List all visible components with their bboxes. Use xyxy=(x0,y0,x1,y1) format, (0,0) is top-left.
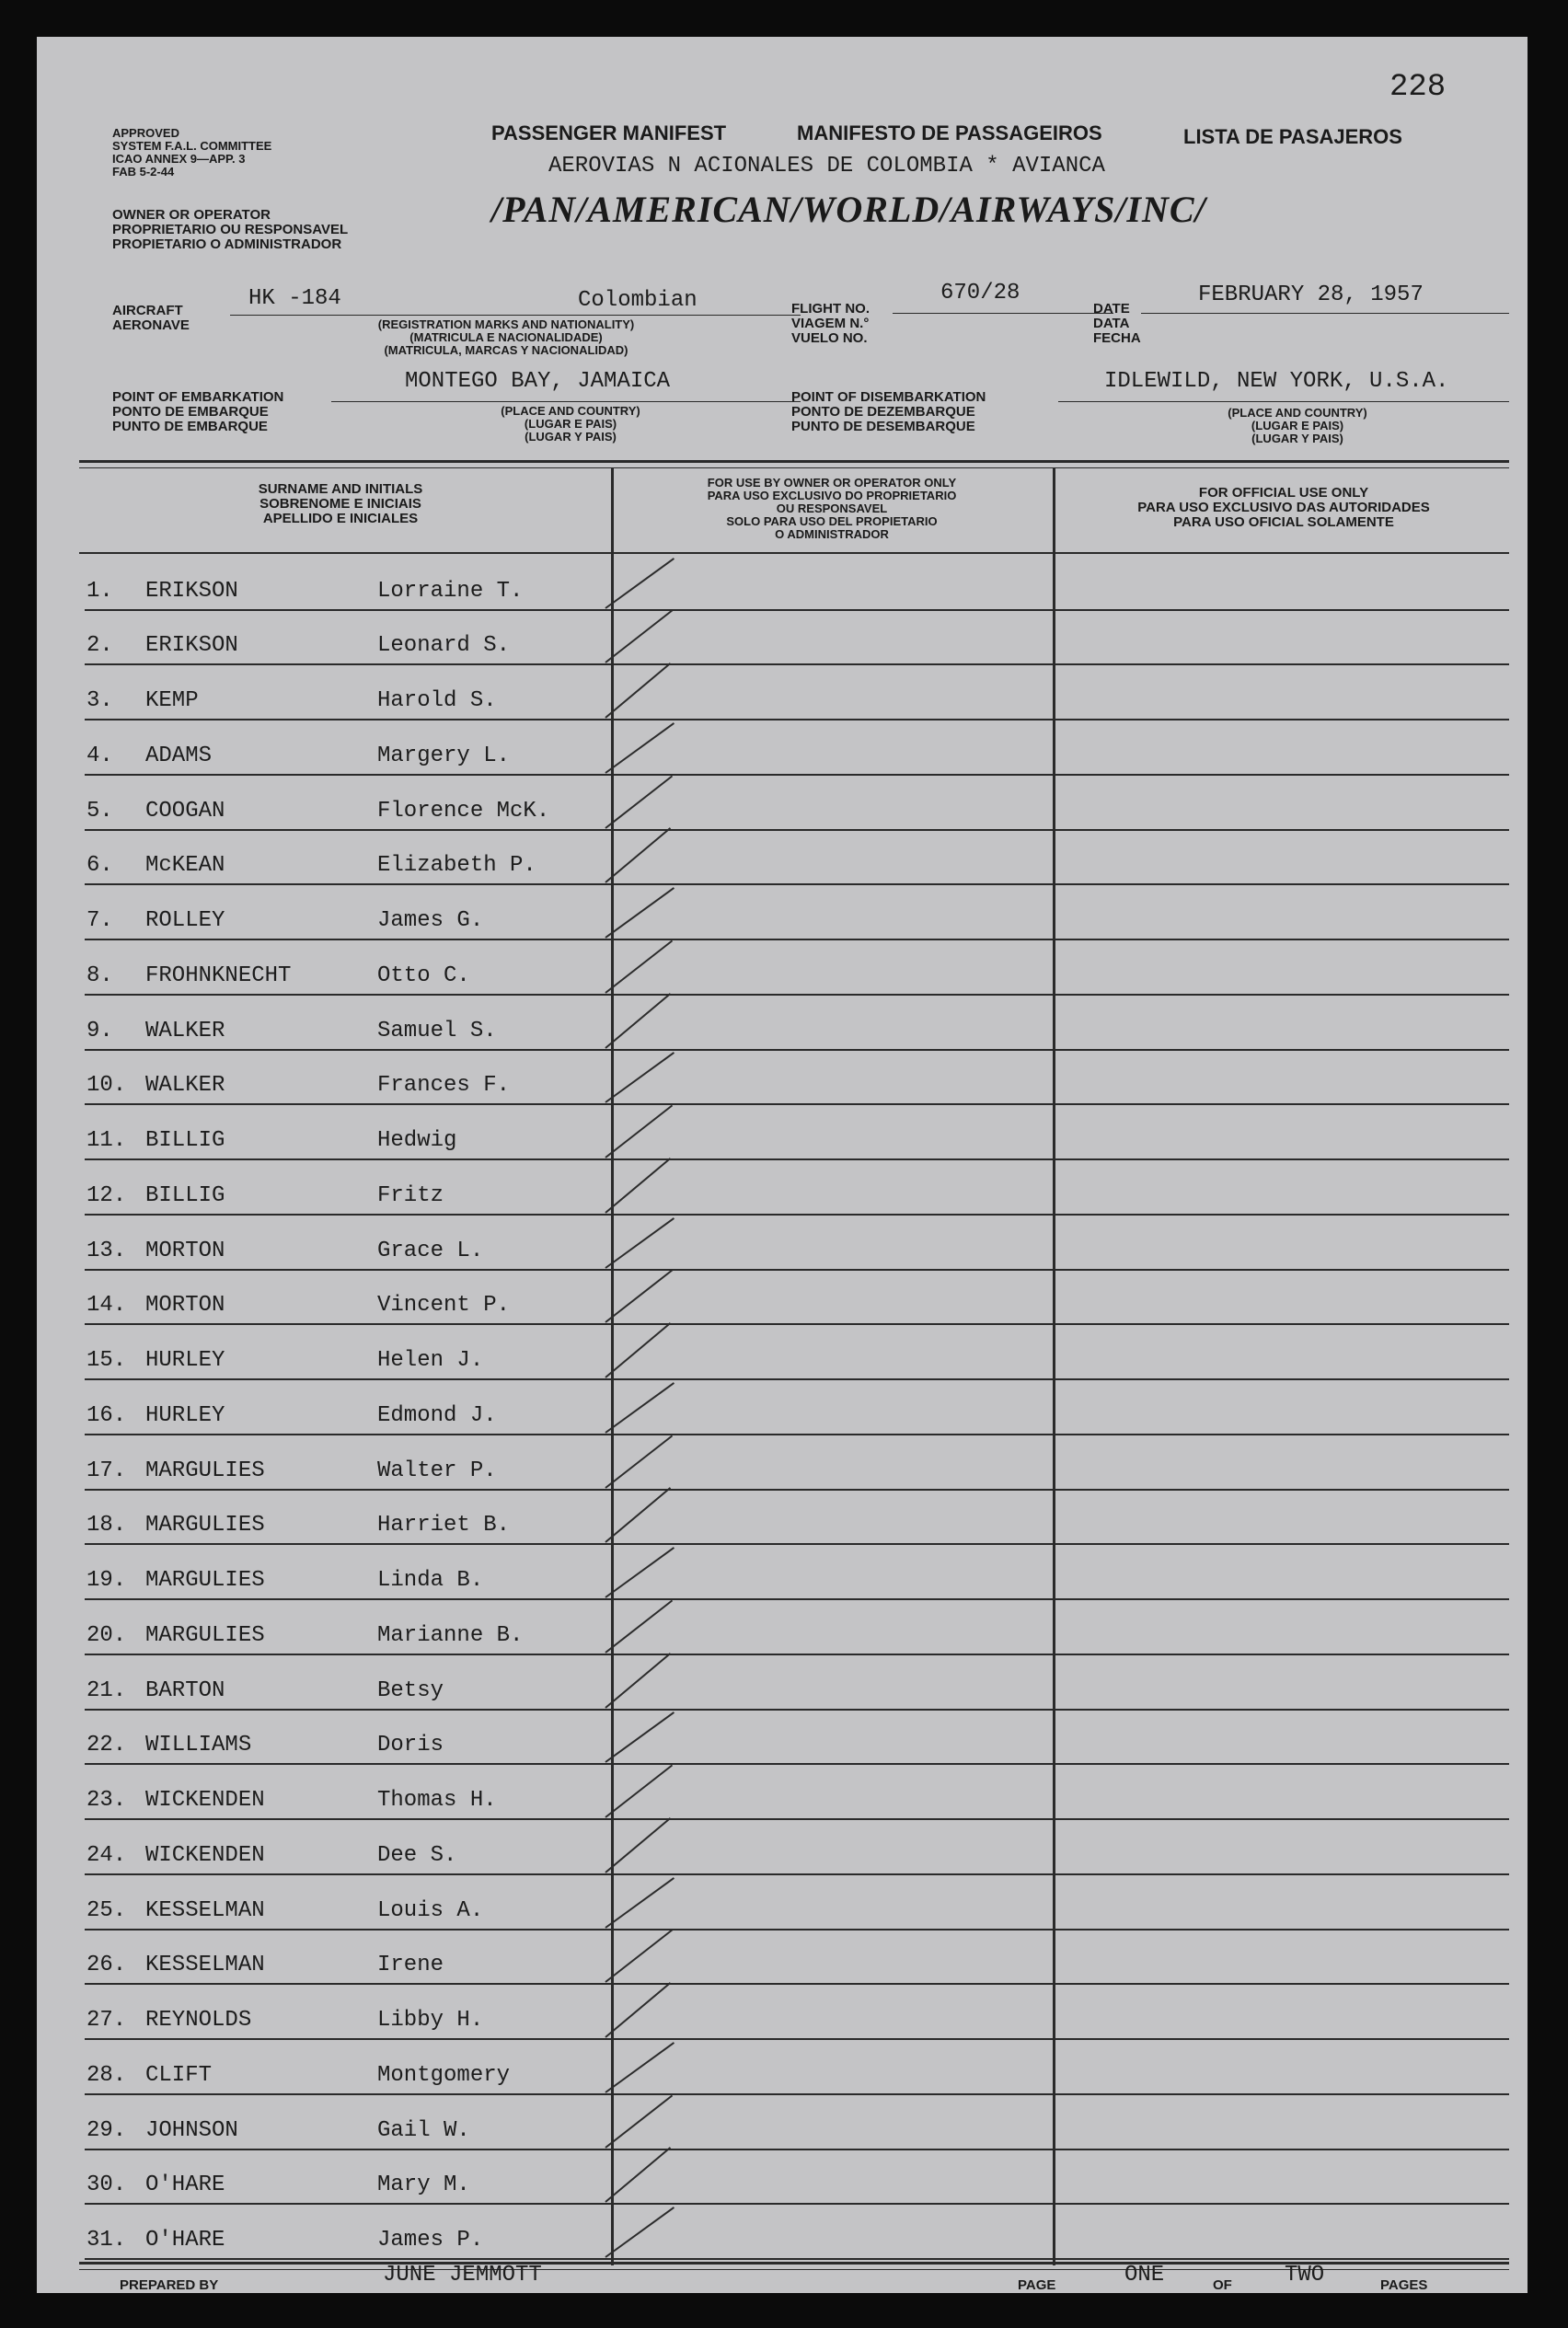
check-mark xyxy=(605,828,671,884)
table-row xyxy=(37,558,1528,613)
date-labels: DATE DATA FECHA xyxy=(1093,301,1141,346)
passenger-given-name: Montgomery xyxy=(377,2062,511,2088)
passenger-given-name: James G. xyxy=(377,908,484,934)
passenger-given-name: Vincent P. xyxy=(377,1293,511,1319)
table-row xyxy=(37,887,1528,942)
table-top-rule-thin xyxy=(79,467,1509,468)
disembarkation-value: IDLEWILD, NEW YORK, U.S.A. xyxy=(1104,369,1449,394)
page-value: ONE xyxy=(1124,2263,1165,2288)
row-number: 1. xyxy=(86,578,113,604)
aircraft-underline xyxy=(230,315,801,316)
check-mark xyxy=(605,1105,673,1158)
passenger-given-name: Gail W. xyxy=(377,2117,470,2143)
table-row xyxy=(37,1492,1528,1548)
row-rule xyxy=(85,883,1509,885)
owner-column-header: FOR USE BY OWNER OR OPERATOR ONLY PARA USO EXCLUSIVO DO PROPRIETARIO OU RESPONSAVEL SOLO PARA USO DEL PROPIETARIO O ADMINISTRADOR xyxy=(707,476,957,541)
table-row xyxy=(37,722,1528,778)
check-mark xyxy=(605,1270,673,1323)
passenger-surname: CLIFT xyxy=(145,2062,213,2088)
manifest-page xyxy=(37,37,1528,2293)
approved-block: APPROVED SYSTEM F.A.L. COMMITTEE ICAO ANNEX 9—APP. 3 FAB 5-2-44 xyxy=(112,126,272,179)
check-mark xyxy=(605,2094,673,2148)
check-mark xyxy=(605,1930,673,1983)
check-mark xyxy=(605,610,673,663)
row-number: 17. xyxy=(86,1458,127,1483)
passenger-surname: HURLEY xyxy=(145,1348,225,1374)
table-row xyxy=(37,1877,1528,1932)
passenger-surname: ERIKSON xyxy=(145,578,238,604)
passenger-given-name: Doris xyxy=(377,1733,444,1758)
table-row xyxy=(37,1822,1528,1877)
passenger-given-name: Thomas H. xyxy=(377,1788,497,1814)
check-mark xyxy=(605,1217,674,1269)
table-row xyxy=(37,1657,1528,1712)
check-mark xyxy=(605,1053,674,1104)
passenger-surname: MORTON xyxy=(145,1293,225,1319)
passenger-surname: WALKER xyxy=(145,1018,225,1043)
row-rule xyxy=(85,1873,1509,1875)
table-row xyxy=(37,778,1528,833)
table-row xyxy=(37,1437,1528,1492)
row-rule xyxy=(85,1489,1509,1491)
row-rule xyxy=(85,1434,1509,1435)
row-number: 2. xyxy=(86,633,113,659)
row-number: 5. xyxy=(86,798,113,824)
prepared-label: PREPARED BY xyxy=(120,2277,219,2293)
row-rule xyxy=(85,2258,1509,2260)
owner-labels: OWNER OR OPERATOR PROPRIETARIO OU RESPONSAVEL PROPIETARIO O ADMINISTRADOR xyxy=(112,207,349,252)
row-rule xyxy=(85,1763,1509,1765)
row-number: 15. xyxy=(86,1348,127,1374)
passenger-surname: JOHNSON xyxy=(145,2117,238,2143)
row-rule xyxy=(85,2093,1509,2095)
embarkation-value: MONTEGO BAY, JAMAICA xyxy=(405,369,671,394)
table-row xyxy=(37,1327,1528,1382)
check-mark xyxy=(605,887,674,939)
row-number: 30. xyxy=(86,2172,127,2198)
table-row xyxy=(37,942,1528,997)
passenger-surname: KEMP xyxy=(145,688,199,714)
header-bottom-rule xyxy=(79,552,1509,554)
check-mark xyxy=(605,1382,674,1434)
operator-stamp: /PAN/AMERICAN/WORLD/AIRWAYS/INC/ xyxy=(491,189,1206,230)
passenger-surname: MARGULIES xyxy=(145,1513,265,1539)
row-rule xyxy=(85,719,1509,720)
table-row xyxy=(37,667,1528,722)
passenger-surname: MARGULIES xyxy=(145,1458,265,1483)
passenger-surname: MARGULIES xyxy=(145,1622,265,1648)
row-rule xyxy=(85,1929,1509,1930)
date-value: FEBRUARY 28, 1957 xyxy=(1198,282,1424,307)
passenger-surname: HURLEY xyxy=(145,1402,225,1428)
check-mark xyxy=(605,2147,671,2203)
passenger-given-name: Lorraine T. xyxy=(377,578,524,604)
passenger-surname: WILLIAMS xyxy=(145,1733,252,1758)
passenger-given-name: Elizabeth P. xyxy=(377,853,536,879)
row-rule xyxy=(85,663,1509,665)
row-number: 25. xyxy=(86,1897,127,1923)
table-row xyxy=(37,2152,1528,2207)
row-rule xyxy=(85,1983,1509,1985)
row-rule xyxy=(85,2038,1509,2040)
passenger-given-name: Samuel S. xyxy=(377,1018,497,1043)
operator-typed: AEROVIAS N ACIONALES DE COLOMBIA * AVIANCA xyxy=(548,154,1105,179)
row-number: 26. xyxy=(86,1953,127,1978)
check-mark xyxy=(605,1765,673,1818)
date-underline xyxy=(1141,313,1509,314)
passenger-given-name: Edmond J. xyxy=(377,1402,497,1428)
passenger-given-name: Fritz xyxy=(377,1182,444,1208)
row-number: 14. xyxy=(86,1293,127,1319)
table-row xyxy=(37,1987,1528,2042)
passenger-given-name: Louis A. xyxy=(377,1897,484,1923)
official-column-header: FOR OFFICIAL USE ONLY PARA USO EXCLUSIVO DAS AUTORIDADES PARA USO OFICIAL SOLAMENTE xyxy=(1137,485,1430,530)
table-row xyxy=(37,1547,1528,1602)
passenger-given-name: Florence McK. xyxy=(377,798,550,824)
passenger-given-name: Walter P. xyxy=(377,1458,497,1483)
row-rule xyxy=(85,1654,1509,1655)
check-mark xyxy=(605,558,674,609)
check-mark xyxy=(605,1158,671,1214)
check-mark xyxy=(605,1322,671,1378)
row-number: 4. xyxy=(86,743,113,768)
row-number: 31. xyxy=(86,2227,127,2253)
table-row xyxy=(37,2097,1528,2152)
passenger-surname: BILLIG xyxy=(145,1182,225,1208)
disembarkation-underline xyxy=(1058,401,1509,402)
passenger-given-name: Linda B. xyxy=(377,1568,484,1594)
disembarkation-caption: (PLACE AND COUNTRY) (LUGAR E PAIS) (LUGAR Y PAIS) xyxy=(1228,406,1367,445)
embarkation-labels: POINT OF EMBARKATION PONTO DE EMBARQUE PUNTO DE EMBARQUE xyxy=(112,389,284,434)
passenger-surname: MORTON xyxy=(145,1238,225,1263)
passenger-surname: FROHNKNECHT xyxy=(145,962,292,988)
passenger-given-name: Mary M. xyxy=(377,2172,470,2198)
row-rule xyxy=(85,774,1509,776)
passenger-given-name: James P. xyxy=(377,2227,484,2253)
table-row xyxy=(37,1932,1528,1988)
passenger-surname: WALKER xyxy=(145,1073,225,1099)
check-mark xyxy=(605,1547,674,1598)
table-row xyxy=(37,1767,1528,1822)
table-row xyxy=(37,2207,1528,2262)
passenger-surname: KESSELMAN xyxy=(145,1897,265,1923)
check-mark xyxy=(605,663,671,719)
prepared-value: JUNE JEMMOTT xyxy=(383,2263,542,2288)
title-en: PASSENGER MANIFEST xyxy=(491,121,727,144)
row-number: 13. xyxy=(86,1238,127,1263)
check-mark xyxy=(605,1435,673,1488)
check-mark xyxy=(605,1877,674,1929)
row-rule xyxy=(85,1598,1509,1600)
passenger-surname: ERIKSON xyxy=(145,633,238,659)
disembarkation-labels: POINT OF DISEMBARKATION PONTO DE DEZEMBARQUE PUNTO DE DESEMBARQUE xyxy=(791,389,986,434)
table-row xyxy=(37,1162,1528,1217)
row-rule xyxy=(85,1103,1509,1105)
row-number: 23. xyxy=(86,1788,127,1814)
names-column-header: SURNAME AND INITIALS SOBRENOME E INICIAIS APELLIDO E INICIALES xyxy=(258,481,423,526)
passenger-given-name: Otto C. xyxy=(377,962,470,988)
embarkation-underline xyxy=(331,401,801,402)
passenger-surname: BILLIG xyxy=(145,1128,225,1154)
row-number: 18. xyxy=(86,1513,127,1539)
row-rule xyxy=(85,1378,1509,1380)
table-row xyxy=(37,1382,1528,1437)
check-mark xyxy=(605,1653,671,1709)
passenger-surname: WICKENDEN xyxy=(145,1788,265,1814)
row-rule xyxy=(85,1543,1509,1545)
passenger-surname: McKEAN xyxy=(145,853,225,879)
check-mark xyxy=(605,775,673,828)
passenger-surname: KESSELMAN xyxy=(145,1953,265,1978)
row-number: 27. xyxy=(86,2008,127,2034)
row-rule xyxy=(85,1214,1509,1216)
passenger-given-name: Dee S. xyxy=(377,1842,457,1868)
row-number: 12. xyxy=(86,1182,127,1208)
row-number: 19. xyxy=(86,1568,127,1594)
row-rule xyxy=(85,1269,1509,1271)
row-rule xyxy=(85,1709,1509,1711)
of-value: TWO xyxy=(1285,2263,1325,2288)
page-label: PAGE xyxy=(1018,2277,1056,2293)
row-number: 21. xyxy=(86,1677,127,1703)
table-row xyxy=(37,2042,1528,2097)
row-rule xyxy=(85,1158,1509,1160)
flight-number: 670/28 xyxy=(940,281,1020,305)
check-mark xyxy=(605,722,674,774)
table-top-rule xyxy=(79,460,1509,463)
check-mark xyxy=(605,1487,671,1543)
passenger-given-name: Libby H. xyxy=(377,2008,484,2034)
row-number: 11. xyxy=(86,1128,127,1154)
check-mark xyxy=(605,939,673,993)
passenger-surname: ADAMS xyxy=(145,743,213,768)
row-rule xyxy=(85,1323,1509,1325)
passenger-surname: WICKENDEN xyxy=(145,1842,265,1868)
table-row xyxy=(37,1273,1528,1328)
table-row xyxy=(37,997,1528,1053)
passenger-given-name: Grace L. xyxy=(377,1238,484,1263)
table-row xyxy=(37,1217,1528,1273)
passenger-surname: O'HARE xyxy=(145,2227,225,2253)
check-mark xyxy=(605,1982,671,2038)
passenger-given-name: Betsy xyxy=(377,1677,444,1703)
table-row xyxy=(37,613,1528,668)
flight-labels: FLIGHT NO. VIAGEM N.° VUELO NO. xyxy=(791,301,870,346)
aircraft-caption: (REGISTRATION MARKS AND NATIONALITY) (MATRICULA E NACIONALIDADE) (MATRICULA, MARCAS Y NACIONALIDAD) xyxy=(377,317,635,357)
page-number: 228 xyxy=(1389,70,1447,105)
passenger-surname: BARTON xyxy=(145,1677,225,1703)
aircraft-registration: HK -184 xyxy=(248,286,341,311)
passenger-surname: O'HARE xyxy=(145,2172,225,2198)
row-number: 3. xyxy=(86,688,113,714)
passenger-surname: COOGAN xyxy=(145,798,225,824)
aircraft-labels: AIRCRAFT AERONAVE xyxy=(112,303,190,333)
check-mark xyxy=(605,1599,673,1653)
check-mark xyxy=(605,1711,674,1763)
aircraft-nationality: Colombian xyxy=(578,288,698,313)
embarkation-caption: (PLACE AND COUNTRY) (LUGAR E PAIS) (LUGAR Y PAIS) xyxy=(501,404,640,444)
row-number: 8. xyxy=(86,962,113,988)
row-rule xyxy=(85,609,1509,611)
title-es: LISTA DE PASAJEROS xyxy=(1183,125,1402,148)
passenger-given-name: Leonard S. xyxy=(377,633,511,659)
row-number: 6. xyxy=(86,853,113,879)
passenger-given-name: Margery L. xyxy=(377,743,511,768)
row-rule xyxy=(85,939,1509,940)
passenger-surname: REYNOLDS xyxy=(145,2008,252,2034)
passenger-given-name: Hedwig xyxy=(377,1128,457,1154)
table-row xyxy=(37,1602,1528,1657)
row-number: 16. xyxy=(86,1402,127,1428)
row-rule xyxy=(85,994,1509,996)
row-number: 9. xyxy=(86,1018,113,1043)
flight-underline xyxy=(893,313,1113,314)
row-number: 22. xyxy=(86,1733,127,1758)
row-number: 7. xyxy=(86,908,113,934)
of-label: OF xyxy=(1213,2277,1232,2293)
table-row xyxy=(37,1053,1528,1108)
passenger-given-name: Harold S. xyxy=(377,688,497,714)
passenger-given-name: Marianne B. xyxy=(377,1622,524,1648)
passenger-given-name: Irene xyxy=(377,1953,444,1978)
row-rule xyxy=(85,1049,1509,1051)
row-number: 28. xyxy=(86,2062,127,2088)
passenger-given-name: Helen J. xyxy=(377,1348,484,1374)
row-number: 10. xyxy=(86,1073,127,1099)
table-row xyxy=(37,1107,1528,1162)
check-mark xyxy=(605,1817,671,1873)
title-pt: MANIFESTO DE PASSAGEIROS xyxy=(797,121,1102,144)
table-row xyxy=(37,833,1528,888)
check-mark xyxy=(605,993,671,1049)
row-rule xyxy=(85,2149,1509,2150)
passenger-given-name: Frances F. xyxy=(377,1073,511,1099)
row-rule xyxy=(85,829,1509,831)
row-number: 24. xyxy=(86,1842,127,1868)
row-rule xyxy=(85,2203,1509,2205)
passenger-given-name: Harriet B. xyxy=(377,1513,511,1539)
passenger-surname: ROLLEY xyxy=(145,908,225,934)
row-number: 29. xyxy=(86,2117,127,2143)
row-rule xyxy=(85,1818,1509,1820)
passenger-surname: MARGULIES xyxy=(145,1568,265,1594)
check-mark xyxy=(605,2042,674,2093)
check-mark xyxy=(605,2207,674,2258)
pages-label: PAGES xyxy=(1380,2277,1428,2293)
table-row xyxy=(37,1712,1528,1768)
row-number: 20. xyxy=(86,1622,127,1648)
